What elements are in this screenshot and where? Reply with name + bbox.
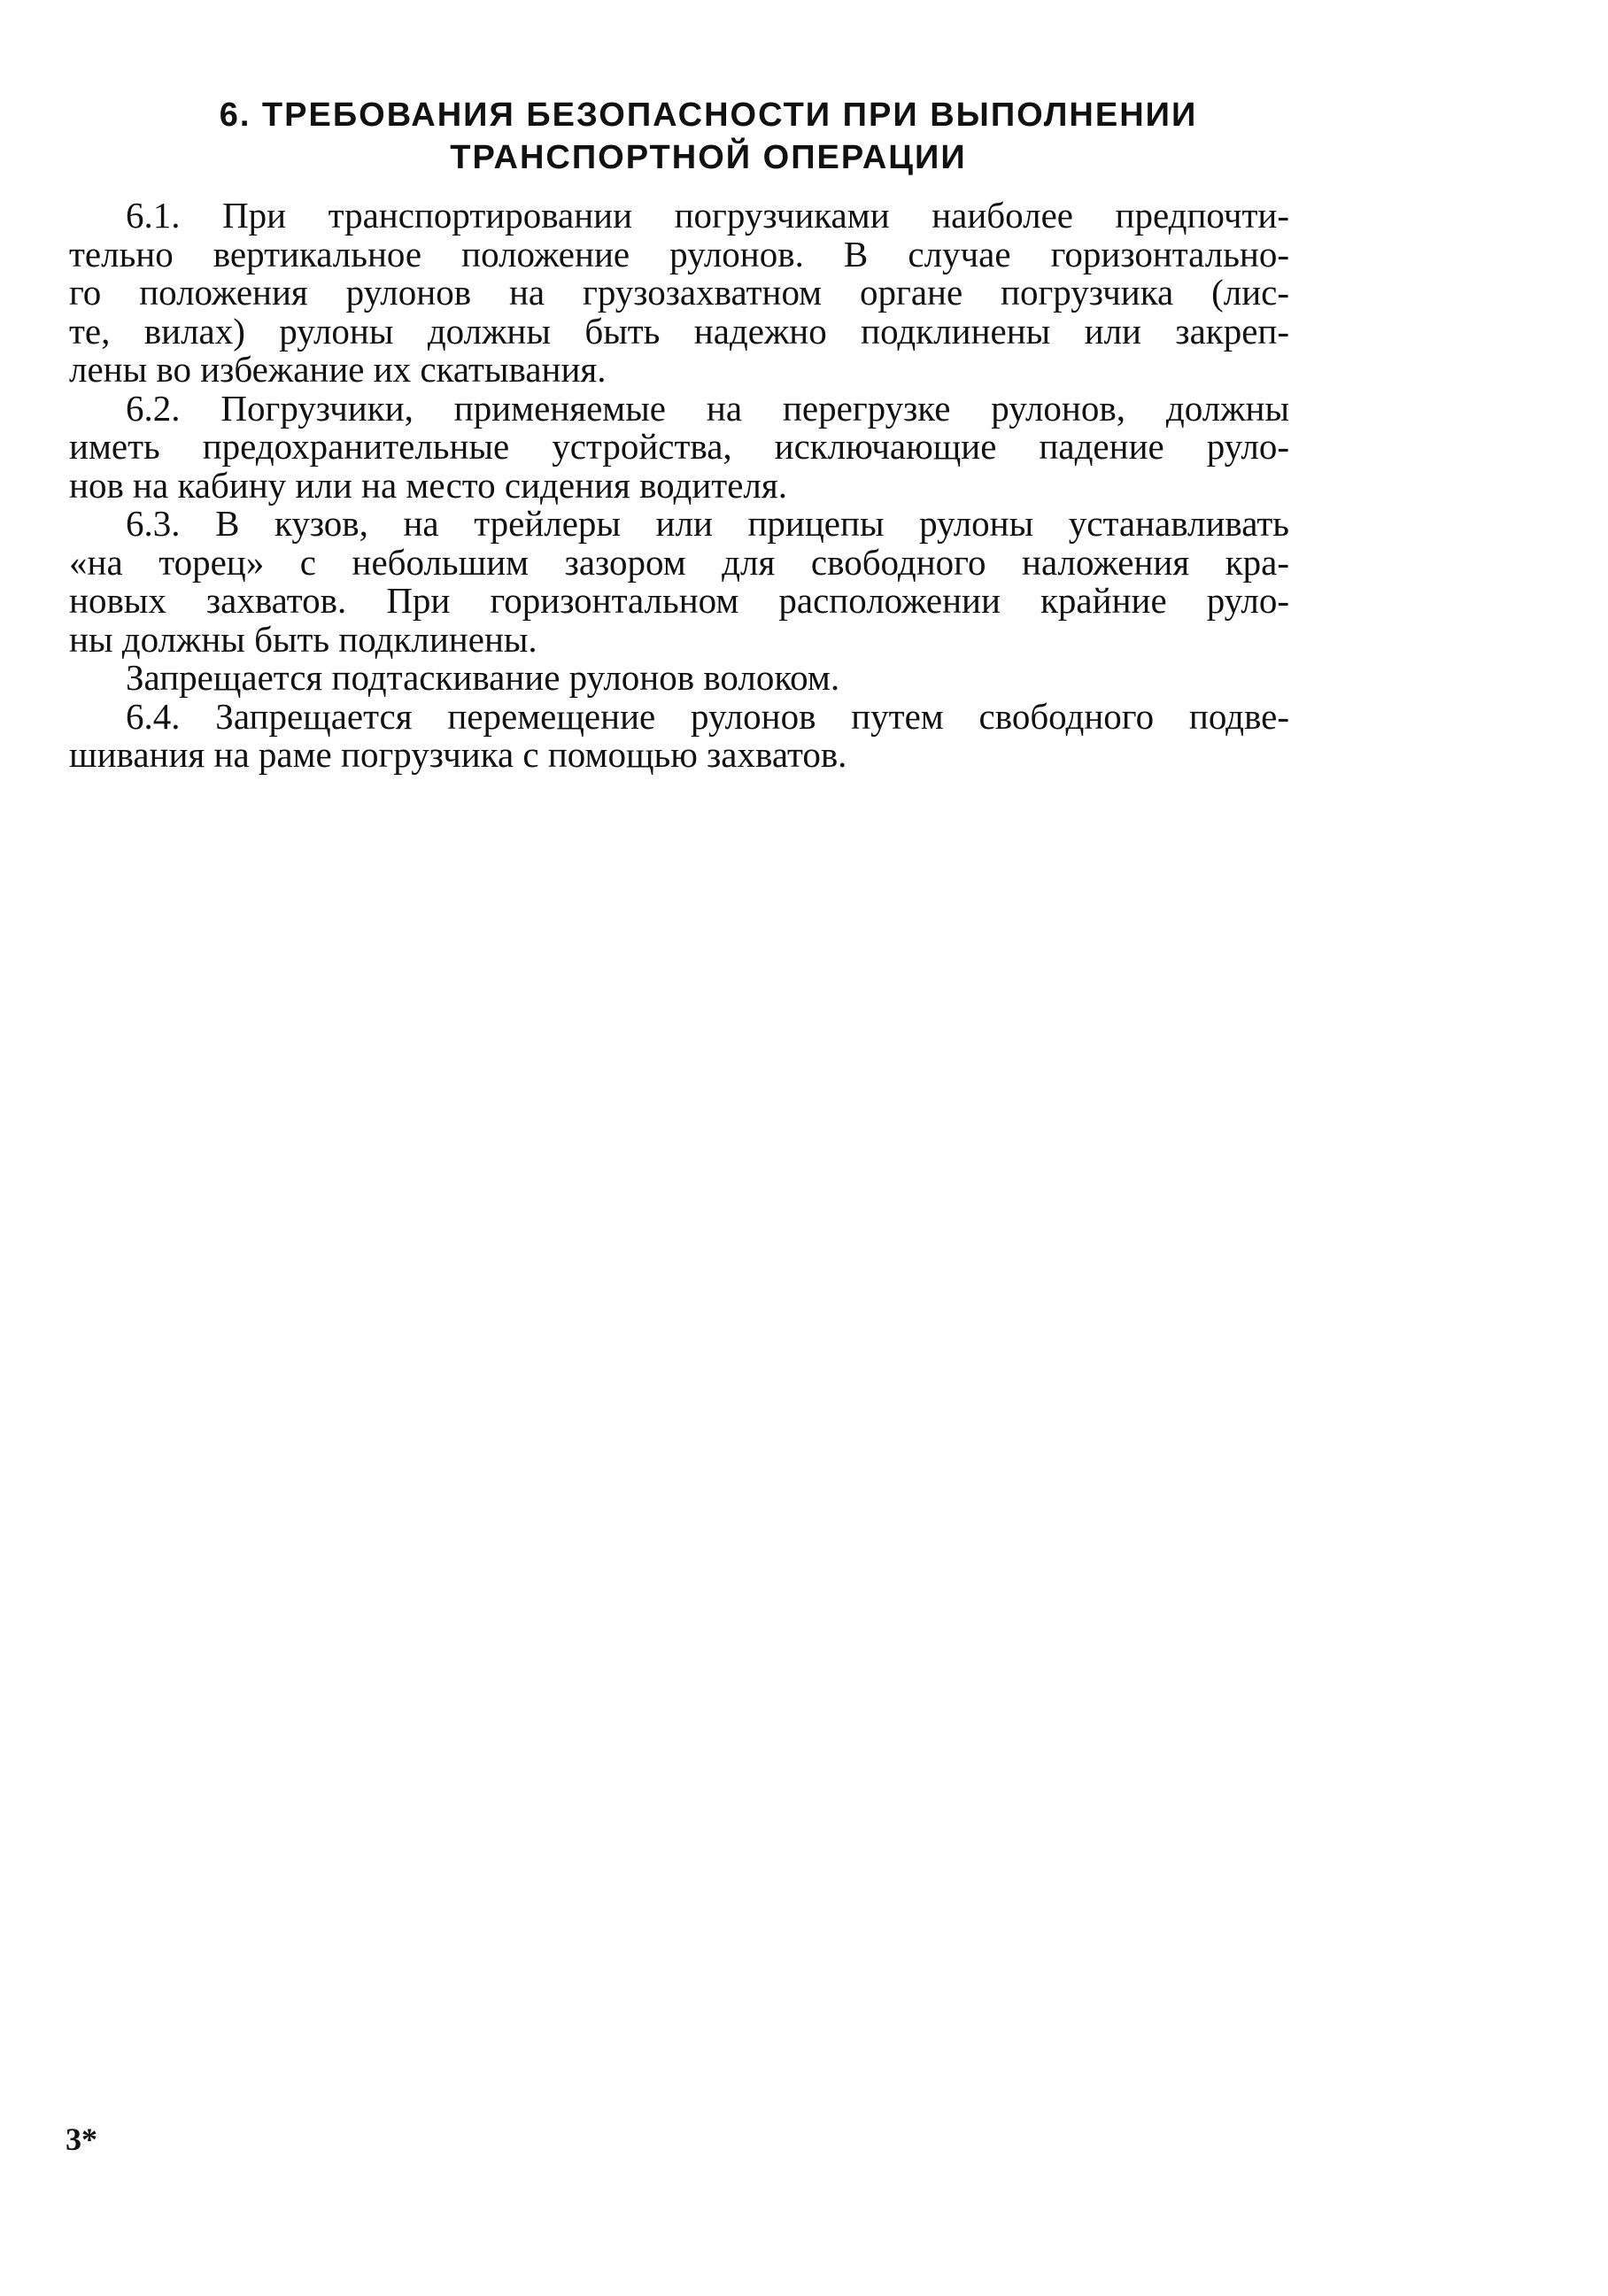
text-line: лены во избежание их скатывания. [69, 349, 607, 390]
text-line: «на торец» с небольшим зазором для свободного наложения кра- [69, 541, 1289, 583]
text-line: нов на кабину или на место сидения водителя. [69, 464, 787, 506]
signature-mark: 3* [66, 2122, 97, 2157]
paragraph-6-3 [69, 505, 1289, 659]
text-line: Запрещается подтаскивание рулонов волоком. [126, 657, 840, 698]
text-line: новых захватов. При горизонтальном расположении крайние руло- [69, 580, 1289, 621]
section-heading [106, 94, 1310, 179]
paragraph-6-4 [69, 695, 1289, 775]
paragraph-prohibition [69, 659, 1289, 698]
paragraph-6-2 [69, 387, 1289, 506]
section-body [69, 197, 1289, 775]
section-heading-line-1: 6. ТРЕБОВАНИЯ БЕЗОПАСНОСТИ ПРИ ВЫПОЛНЕНИИ [219, 97, 1198, 134]
section-heading-line-2: ТРАНСПОРТНОЙ ОПЕРАЦИИ [450, 139, 967, 176]
text-line: тельно вертикальное положение рулонов. В случае горизонтально- [69, 233, 1289, 274]
text-line: шивания на раме погрузчика с помощью захватов. [69, 734, 847, 775]
text-line: 6.4. Запрещается перемещение рулонов путем свободного подве- [126, 695, 1289, 737]
text-line: 6.3. В кузов, на трейлеры или прицепы рулоны устанавливать [126, 503, 1289, 544]
text-line: 6.2. Погрузчики, применяемые на перегрузке рулонов, должны [126, 387, 1289, 429]
text-line: го положения рулонов на грузозахватном органе погрузчика (лис- [69, 272, 1289, 313]
text-line: иметь предохранительные устройства, исключающие падение руло- [69, 426, 1289, 467]
text-line: 6.1. При транспортировании погрузчиками наиболее предпочти- [126, 195, 1289, 236]
text-line: те, вилах) рулоны должны быть надежно подклинены или закреп- [69, 310, 1289, 352]
paragraph-6-1 [69, 197, 1289, 390]
text-line: ны должны быть подклинены. [69, 618, 537, 660]
